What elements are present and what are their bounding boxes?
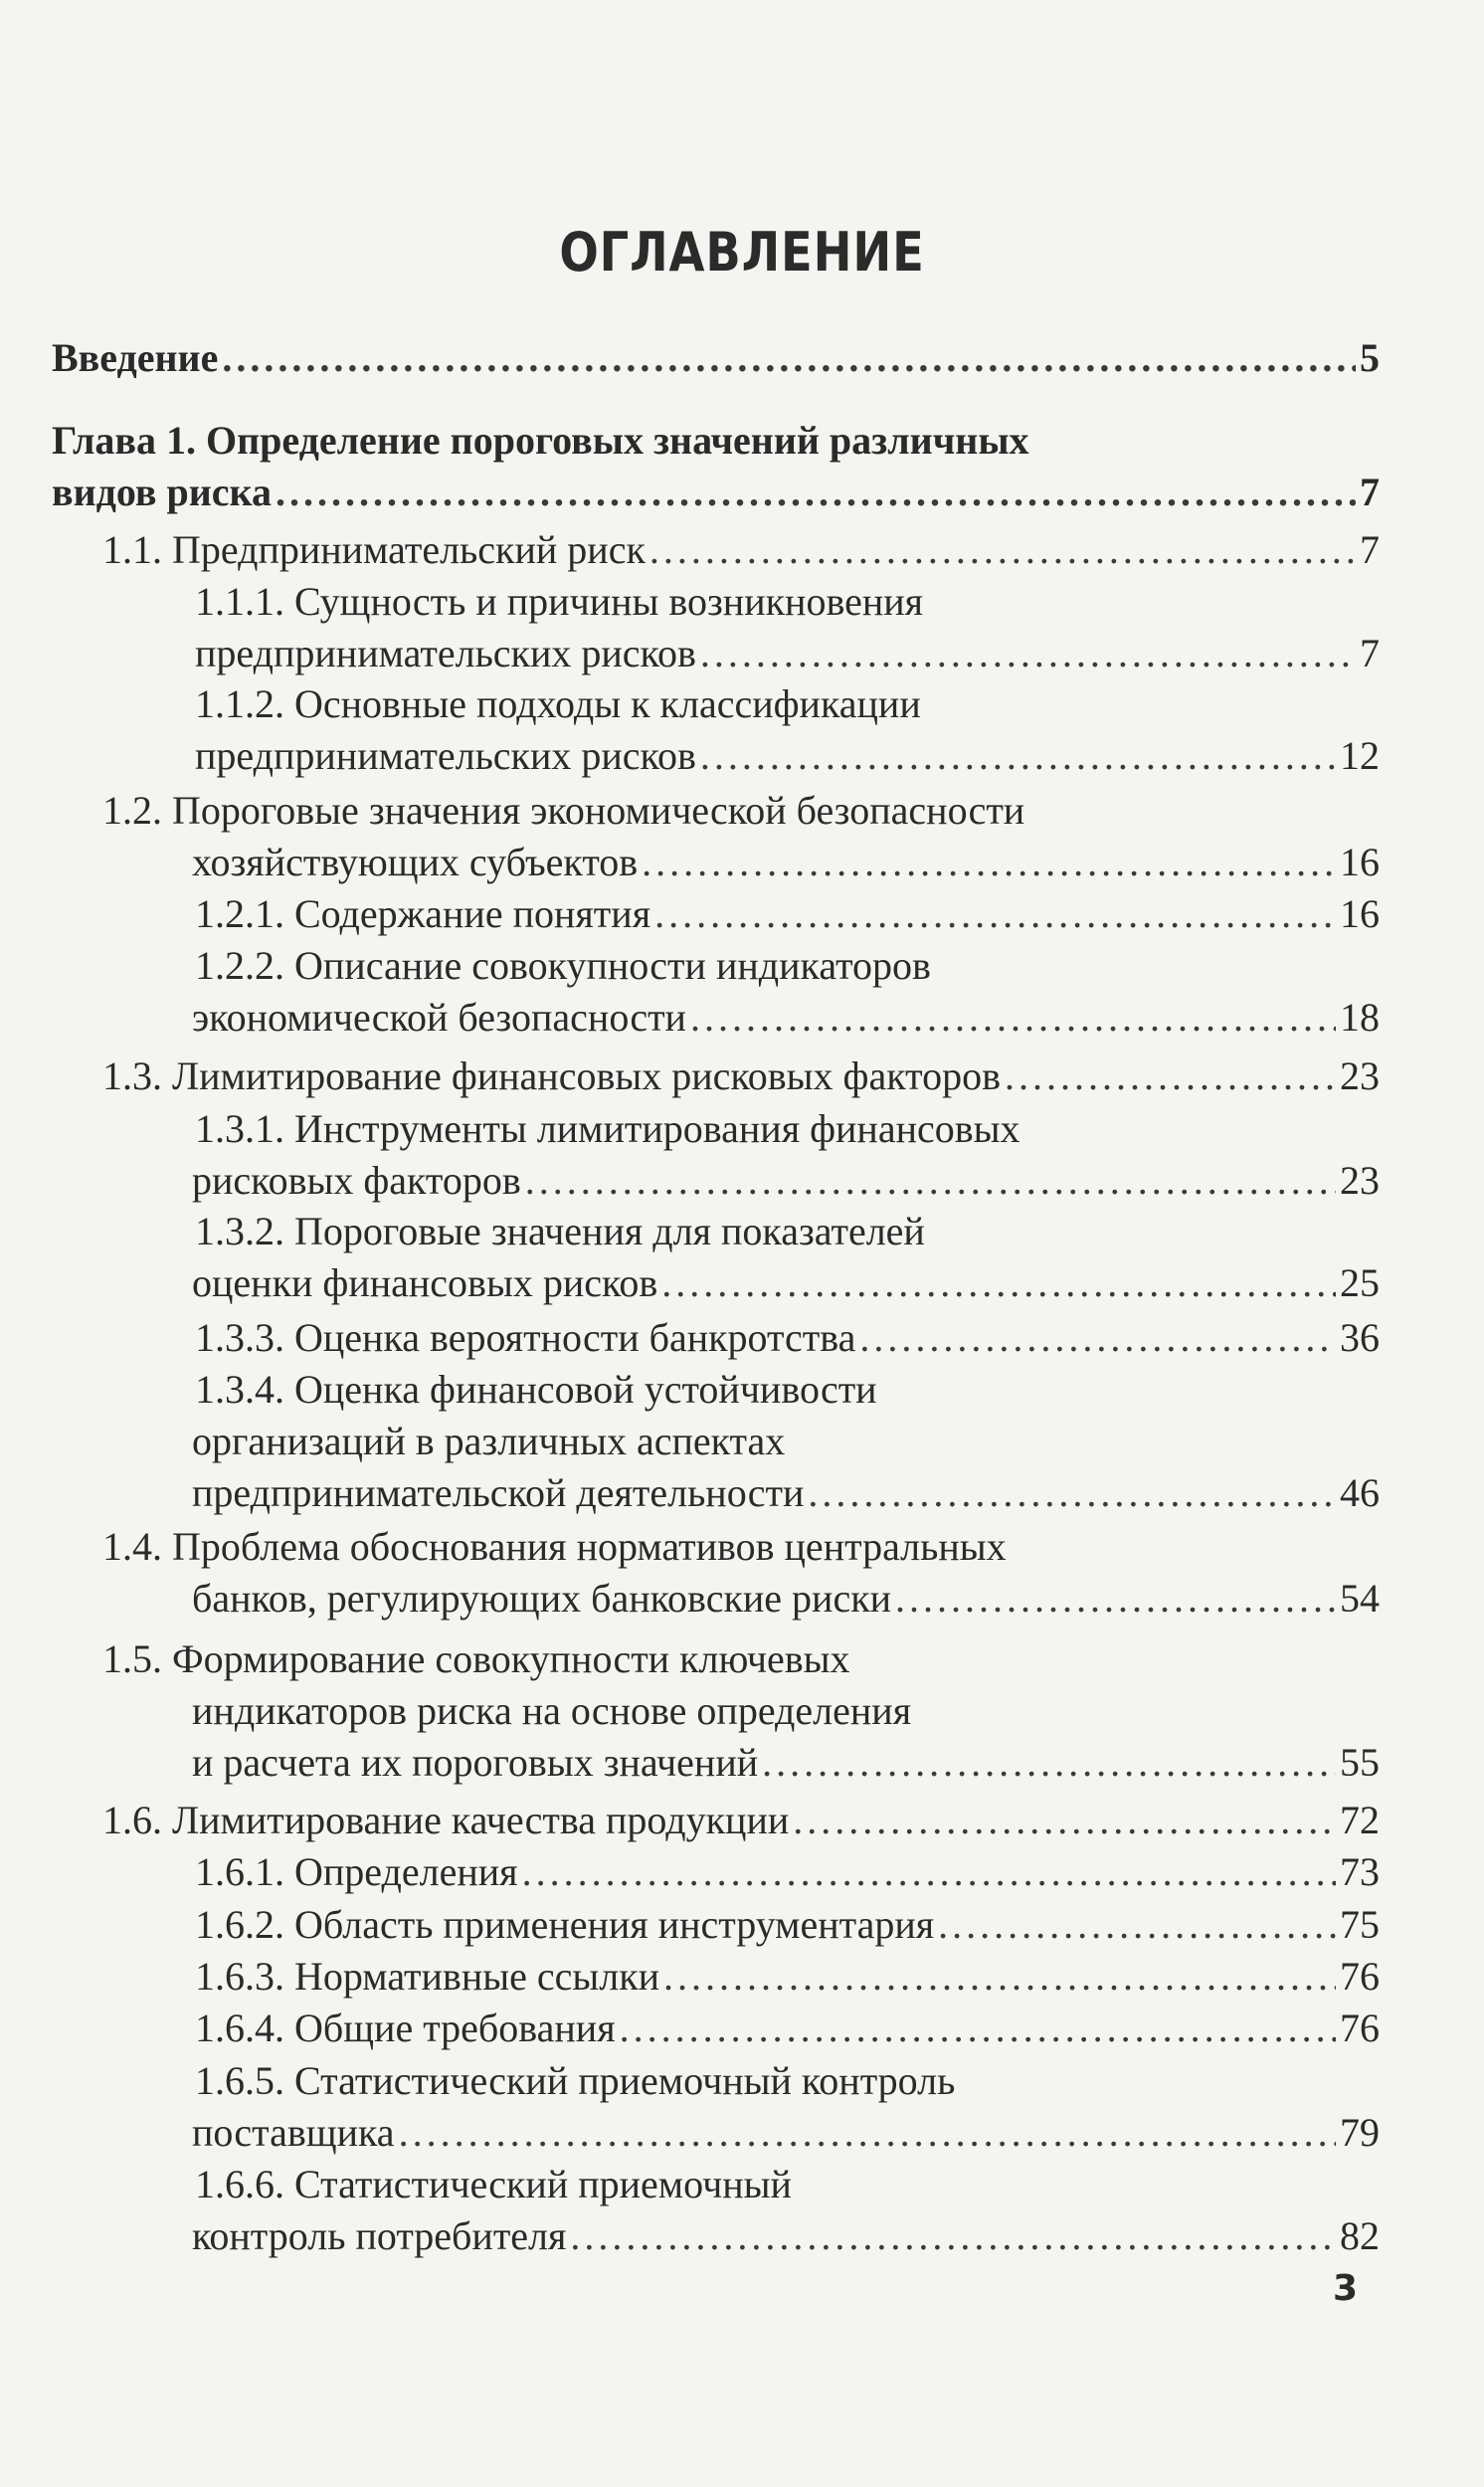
toc-line — [192, 1258, 1380, 1308]
toc-entry-title: 1.3.3. Оценка вероятности банкротства — [195, 1315, 856, 1360]
toc-line — [52, 333, 1380, 383]
toc-line — [52, 416, 1029, 466]
toc-entry-title: 1.6.2. Область применения инструментария — [195, 1902, 935, 1947]
toc-line — [195, 1104, 1020, 1154]
toc-entry-title: хозяйствующих субъектов — [192, 840, 639, 884]
toc-entry-title: 1.3.4. Оценка финансовой устойчивости — [195, 1367, 877, 1412]
toc-leader-dots — [399, 2108, 1336, 2158]
toc-entry-title: экономической безопасности — [192, 995, 686, 1040]
toc-entry-title: 1.5. Формирование совокупности ключевых — [102, 1636, 850, 1681]
toc-leader-dots — [525, 1156, 1336, 1206]
toc-entry-title: и расчета их пороговых значений — [192, 1740, 759, 1785]
toc-page-number: 12 — [1340, 733, 1380, 778]
toc-line — [195, 1847, 1380, 1897]
toc-line — [192, 1574, 1380, 1624]
toc-entry-title: 1.6.3. Нормативные ссылки — [195, 1954, 660, 1999]
toc-line — [192, 2211, 1380, 2261]
toc-line — [52, 468, 1380, 517]
toc-entry-title: предпринимательской деятельности — [192, 1470, 805, 1515]
toc-line — [195, 941, 931, 991]
toc-entry-title: Глава 1. Определение пороговых значений различных — [52, 418, 1029, 463]
toc-page-number: 73 — [1340, 1849, 1380, 1894]
toc-line — [195, 679, 921, 729]
toc-line — [102, 1796, 1380, 1845]
toc-leader-dots — [808, 1468, 1336, 1518]
toc-line — [195, 2004, 1380, 2053]
toc-line — [195, 629, 1380, 678]
toc-page-number: 5 — [1360, 335, 1380, 380]
toc-leader-dots — [620, 2004, 1336, 2053]
toc-entry-title: 1.4. Проблема обоснования нормативов центральных — [102, 1524, 1007, 1569]
toc-line — [195, 1207, 925, 1256]
toc-leader-dots — [642, 838, 1336, 887]
toc-page-number: 7 — [1360, 527, 1380, 572]
toc-page-number: 55 — [1340, 1740, 1380, 1785]
toc-line — [192, 2108, 1380, 2158]
toc-page-number: 23 — [1340, 1053, 1380, 1098]
toc-leader-dots — [690, 993, 1336, 1043]
toc-line — [195, 889, 1380, 939]
toc-entry-title: 1.1.1. Сущность и причины возникновения — [195, 579, 924, 624]
toc-page-number: 18 — [1340, 995, 1380, 1040]
toc-page-number: 23 — [1340, 1158, 1380, 1203]
toc-line — [102, 1634, 849, 1684]
toc-entry-title: 1.6. Лимитирование качества продукции — [102, 1798, 790, 1842]
toc-leader-dots — [895, 1574, 1336, 1624]
toc-line — [192, 1417, 785, 1466]
toc-leader-dots — [859, 1313, 1336, 1363]
toc-entry-title: рисковых факторов — [192, 1158, 521, 1203]
toc-page-number: 72 — [1340, 1798, 1380, 1842]
toc-leader-dots — [793, 1796, 1336, 1845]
toc-entry-title: контроль потребителя — [192, 2213, 567, 2258]
toc-line — [102, 786, 1024, 836]
toc-line — [192, 1738, 1380, 1788]
page-number: 3 — [1333, 2268, 1359, 2309]
toc-leader-dots — [649, 525, 1356, 575]
toc-entry-title: индикаторов риска на основе определения — [192, 1688, 912, 1733]
toc-page-number: 36 — [1340, 1315, 1380, 1360]
toc-entry-title: 1.6.6. Статистический приемочный — [195, 2162, 792, 2206]
toc-line — [195, 1952, 1380, 2002]
toc-leader-dots — [762, 1738, 1336, 1788]
toc-entry-title: 1.3.2. Пороговые значения для показателей — [195, 1209, 925, 1253]
toc-page-number: 54 — [1340, 1576, 1380, 1621]
toc-leader-dots — [276, 468, 1356, 517]
toc-entry-title: 1.6.1. Определения — [195, 1849, 518, 1894]
toc-entry-title: 1.1. Предпринимательский риск — [102, 527, 646, 572]
toc-page-number: 46 — [1340, 1470, 1380, 1515]
toc-entry-title: 1.1.2. Основные подходы к классификации — [195, 681, 921, 726]
toc-line — [192, 838, 1380, 887]
toc-leader-dots — [700, 731, 1336, 781]
toc-leader-dots — [1005, 1052, 1336, 1101]
toc-line — [192, 1156, 1380, 1206]
toc-entry-title: предпринимательских рисков — [195, 733, 696, 778]
toc-line — [192, 993, 1380, 1043]
toc-entry-title: предпринимательских рисков — [195, 631, 696, 675]
toc-page-number: 75 — [1340, 1902, 1380, 1947]
toc-leader-dots — [570, 2211, 1336, 2261]
toc-line — [195, 731, 1380, 781]
toc-leader-dots — [222, 333, 1356, 383]
toc-leader-dots — [700, 629, 1356, 678]
toc-entry-title: организаций в различных аспектах — [192, 1419, 786, 1463]
page-heading: ОГЛАВЛЕНИЕ — [559, 221, 925, 284]
toc-entry-title: Введение — [52, 335, 219, 380]
toc-page-number: 7 — [1360, 631, 1380, 675]
toc-page-number: 7 — [1360, 470, 1380, 514]
toc-entry-title: оценки финансовых рисков — [192, 1260, 658, 1305]
toc-leader-dots — [663, 1952, 1336, 2002]
toc-line — [102, 525, 1380, 575]
toc-line — [192, 1686, 911, 1736]
toc-page-number: 25 — [1340, 1260, 1380, 1305]
toc-line — [102, 1052, 1380, 1101]
toc-page-number: 82 — [1340, 2213, 1380, 2258]
toc-entry-title: 1.2.2. Описание совокупности индикаторов — [195, 943, 931, 988]
toc-leader-dots — [522, 1847, 1336, 1897]
toc-page-number: 76 — [1340, 1954, 1380, 1999]
toc-line — [195, 1313, 1380, 1363]
toc-leader-dots — [661, 1258, 1336, 1308]
toc-leader-dots — [654, 889, 1336, 939]
toc-line — [195, 2056, 955, 2106]
toc-page-number: 76 — [1340, 2006, 1380, 2050]
toc-entry-title: 1.6.5. Статистический приемочный контроль — [195, 2058, 956, 2103]
toc-entry-title: 1.3.1. Инструменты лимитирования финансовых — [195, 1106, 1020, 1151]
toc-entry-title: поставщика — [192, 2110, 395, 2155]
toc-entry-title: 1.2. Пороговые значения экономической безопасности — [102, 788, 1025, 833]
toc-page-number: 79 — [1340, 2110, 1380, 2155]
toc-line — [192, 1468, 1380, 1518]
toc-page-number: 16 — [1340, 891, 1380, 936]
toc-line — [195, 1900, 1380, 1950]
toc-entry-title: 1.3. Лимитирование финансовых рисковых факторов — [102, 1053, 1001, 1098]
toc-leader-dots — [938, 1900, 1336, 1950]
toc-entry-title: банков, регулирующих банковские риски — [192, 1576, 892, 1621]
toc-entry-title: 1.6.4. Общие требования — [195, 2006, 616, 2050]
toc-line — [102, 1522, 1007, 1572]
toc-entry-title: видов риска — [52, 470, 272, 514]
toc-line — [195, 1365, 877, 1415]
toc-entry-title: 1.2.1. Содержание понятия — [195, 891, 651, 936]
toc-line — [195, 577, 923, 627]
toc-line — [195, 2160, 792, 2209]
toc-page-number: 16 — [1340, 840, 1380, 884]
